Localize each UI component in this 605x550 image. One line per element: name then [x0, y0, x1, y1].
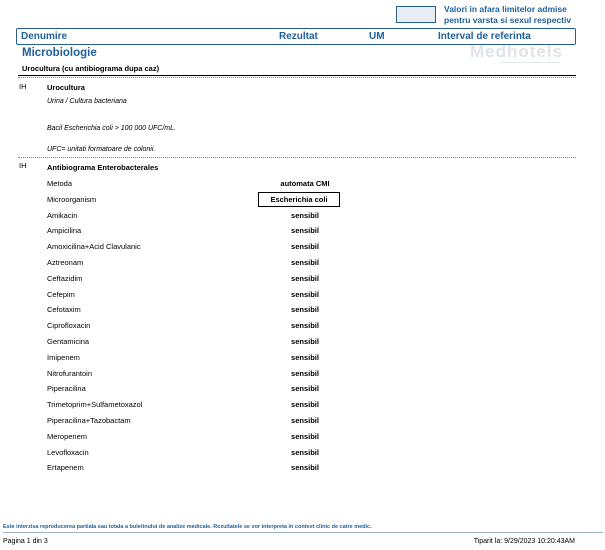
- out-of-range-legend-text: [444, 4, 604, 26]
- table-row-name: Amikacin: [47, 210, 78, 220]
- table-row-value: sensibil: [291, 258, 319, 267]
- urocultura-note: UFC= unitati formatoare de colonii.: [47, 146, 156, 153]
- table-row-value: sensibil: [291, 384, 319, 394]
- section-subtitle: Urocultura (cu antibiograma dupa caz): [22, 64, 160, 73]
- ih-tag: IH: [19, 161, 27, 170]
- out-of-range-legend-swatch: [396, 6, 436, 23]
- table-row-name: Trimetoprim+Sulfametoxazol: [47, 400, 143, 410]
- table-row-value: sensibil: [291, 447, 319, 457]
- section-title: Microbiologie: [22, 47, 97, 59]
- table-row-value: automata CMI: [280, 179, 330, 188]
- header-reference: Interval de referinta: [438, 31, 531, 42]
- table-row-value: sensibil: [291, 352, 319, 362]
- divider-dotted: [18, 157, 576, 158]
- urocultura-sample: Urina / Cultura bacteriana: [47, 98, 127, 105]
- table-row-name: Nitrofurantoin: [47, 368, 93, 378]
- table-row-name: Ciprofloxacin: [47, 321, 91, 331]
- antibiograma-title: Antibiograma Enterobacterales: [47, 163, 159, 172]
- divider-solid: [18, 75, 576, 76]
- table-row-value: sensibil: [291, 337, 319, 346]
- table-row-value: sensibil: [291, 273, 319, 283]
- table-row-name: Metoda: [47, 179, 73, 188]
- table-row-value: sensibil: [291, 226, 319, 236]
- table-row-value: sensibil: [291, 368, 319, 378]
- legend-line-2: pentru varsta si sexul respectiv: [444, 15, 572, 25]
- table-row-value: sensibil: [291, 431, 319, 441]
- watermark-underline: [500, 62, 560, 70]
- page-number: Pagina 1 din 3: [3, 538, 48, 545]
- footer-disclaimer: Este interzisa reproducerea partiala sau totala a buletinului de analize medicale. Rezultatele se vor interpreta in context clinic de catre medic.: [3, 524, 372, 530]
- table-row-name: Ampicilina: [47, 226, 82, 236]
- footer-divider: [3, 532, 603, 533]
- watermark-logo: Medhotels: [470, 42, 564, 61]
- header-result: Rezultat: [279, 31, 318, 42]
- table-row-value: Escherichia coli: [258, 192, 340, 207]
- printed-timestamp: Tiparit la: 9/29/2023 10:20:43AM: [473, 538, 575, 545]
- urocultura-result: Bacil Escherichia coli > 100 000 UFC/mL.: [47, 125, 176, 132]
- divider-dotted: [18, 77, 576, 78]
- legend-line-1: Valori in afara limitelor admise: [444, 4, 567, 14]
- table-row-name: Piperacilina: [47, 384, 86, 394]
- table-row-name: Meropenem: [47, 431, 88, 441]
- table-row-value: sensibil: [291, 321, 319, 331]
- table-row-name: Cefotaxim: [47, 305, 81, 315]
- table-row-value: sensibil: [291, 289, 319, 299]
- table-row-value: sensibil: [291, 305, 319, 315]
- table-row-name: Cefepim: [47, 289, 75, 299]
- urocultura-title: Urocultura: [47, 83, 85, 92]
- table-row-value: sensibil: [291, 242, 319, 252]
- table-row-value: sensibil: [291, 400, 319, 410]
- table-row-value: sensibil: [291, 210, 319, 220]
- table-row-name: Aztreonam: [47, 258, 84, 267]
- table-row-value: sensibil: [291, 416, 319, 425]
- table-row-name: Microorganism: [47, 194, 97, 204]
- header-unit: UM: [369, 31, 385, 42]
- table-row-name: Imipenem: [47, 352, 80, 362]
- table-row-name: Levofloxacin: [47, 447, 89, 457]
- table-row-name: Ertapenem: [47, 463, 84, 473]
- table-row-name: Ceftazidim: [47, 273, 83, 283]
- ih-tag: IH: [19, 82, 27, 91]
- table-row-name: Amoxicilina+Acid Clavulanic: [47, 242, 141, 252]
- table-row-name: Gentamicina: [47, 337, 90, 346]
- table-row-name: Piperacilina+Tazobactam: [47, 416, 131, 425]
- table-row-value: sensibil: [291, 463, 319, 473]
- header-name: Denumire: [21, 31, 68, 42]
